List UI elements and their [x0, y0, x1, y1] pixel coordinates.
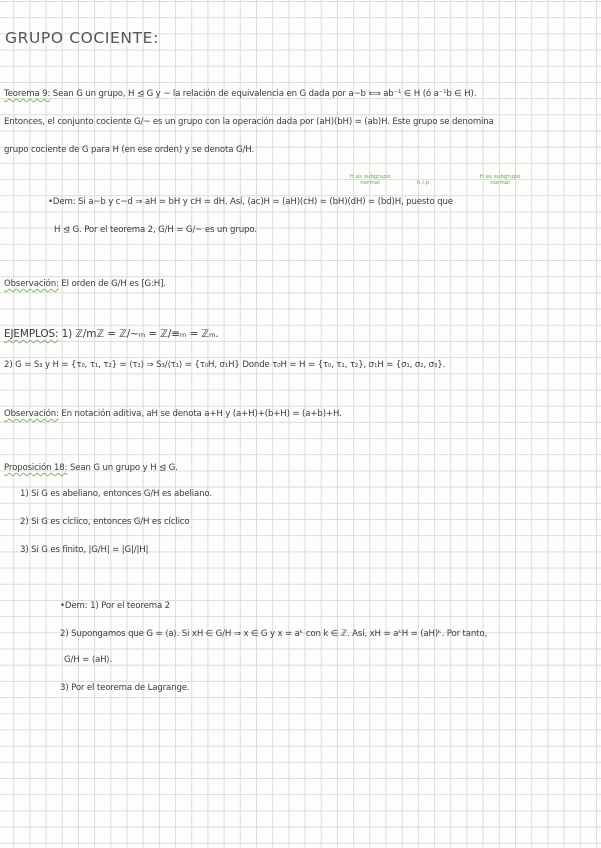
theorem-9-text-1: Sean G un grupo, H ⊴ G y ~ la relación de equivalencia en G dada por a~b ⟺ ab⁻¹ ∈ H (ó a⁻¹b ∈ H).	[52, 89, 477, 99]
example-1: 1) ℤ/mℤ = ℤ/~ₘ = ℤ/≡ₘ = ℤₘ.	[61, 328, 219, 340]
proof-1-line-1: •Dem: Si a~b y c~d ⇒ aH = bH y cH = dH. Así, (ac)H = (aH)(cH) = (bH)(dH) = (bd)H, puesto que	[48, 197, 453, 207]
examples-line-1	[4, 328, 219, 340]
proposition-18-label: Proposición 18:	[4, 463, 68, 473]
proposition-18-item-2: 2) Si G es cíclico, entonces G/H es cíclico	[20, 517, 190, 527]
page-title: GRUPO COCIENTE:	[5, 29, 159, 47]
observation-1-text: El orden de G/H es [G:H].	[61, 279, 166, 289]
proposition-18-intro: Sean G un grupo y H ⊴ G.	[69, 463, 178, 473]
margin-note-normal-subgroup-1: H es subgrupo normal	[349, 174, 391, 186]
observation-2-label: Observación:	[4, 409, 59, 419]
examples-label: EJEMPLOS:	[4, 328, 59, 340]
example-2: 2) G = S₃ y H = {τ₀, τ₁, τ₂} = ⟨τ₁⟩ ⇒ S₃/⟨τ₁⟩ = {τ₀H, σ₁H} Donde τ₀H = H = {τ₀, τ₁, τ₂}, σ₁H = {σ₁, σ₂, σ₃}.	[4, 360, 446, 370]
proposition-18-item-1: 1) Si G es abeliano, entonces G/H es abeliano.	[20, 489, 212, 499]
margin-note-normal-subgroup-2: H es subgrupo normal	[479, 174, 521, 186]
observation-1-label: Observación:	[4, 279, 59, 289]
theorem-9-line-1	[4, 89, 476, 99]
observation-1	[4, 279, 166, 289]
proposition-18-item-3: 3) Si G es finito, |G/H| = |G|/|H|	[20, 545, 149, 555]
margin-note-hip: h.i.p	[416, 180, 430, 186]
proposition-18	[4, 463, 178, 473]
proof-2-line-4: 3) Por el teorema de Lagrange.	[60, 683, 190, 693]
observation-2	[4, 409, 342, 419]
observation-2-text: En notación aditiva, aH se denota a+H y (a+H)+(b+H) = (a+b)+H.	[61, 409, 342, 419]
theorem-9-line-2: Entonces, el conjunto cociente G/~ es un grupo con la operación dada por (aH)(bH) = (ab)H. Este grupo se denomina	[4, 117, 494, 127]
proof-2-line-3: G/H = ⟨aH⟩.	[64, 655, 113, 665]
theorem-9-label: Teorema 9:	[4, 89, 51, 99]
proof-1-line-2: H ⊴ G. Por el teorema 2, G/H = G/~ es un grupo.	[54, 225, 257, 235]
theorem-9-line-3: grupo cociente de G para H (en ese orden) y se denota G/H.	[4, 145, 254, 155]
proof-2-line-1: •Dem: 1) Por el teorema 2	[60, 601, 170, 611]
proof-2-line-2: 2) Supongamos que G = ⟨a⟩. Si xH ∈ G/H ⇒ x ∈ G y x = aᵏ con k ∈ ℤ. Así, xH = aᵏH = (aH)ᵏ. Por tanto,	[60, 629, 488, 639]
